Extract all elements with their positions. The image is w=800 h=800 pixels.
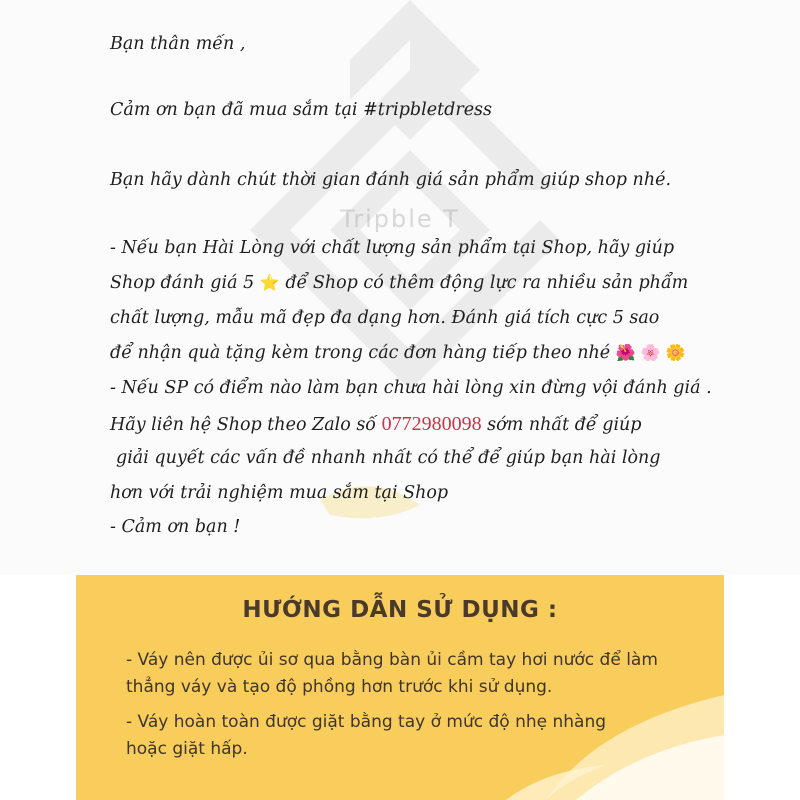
thanks-line: Cảm ơn bạn đã mua sắm tại #tripbletdress [110, 100, 493, 120]
phone-number: 0772980098 [381, 413, 482, 435]
paragraph-1-line-1: - Nếu bạn Hài Lòng với chất lượng sản phẩm tại Shop, hãy giúp [110, 238, 675, 258]
rating-text: Shop đánh giá 5 [110, 273, 255, 293]
star-icon: ⭐ [259, 273, 280, 292]
greeting: Bạn thân mến , [110, 34, 246, 54]
paragraph-1-line-4 [110, 343, 686, 363]
guide-item-1-line-1: - Váy nên được ủi sơ qua bằng bàn ủi cầm tay hơi nước để làm [126, 650, 658, 670]
zalo-text-continued: sớm nhất để giúp [487, 415, 642, 435]
rating-text-continued: để Shop có thêm động lực ra nhiều sản phẩm [285, 273, 689, 293]
paragraph-2-line-4: hơn với trải nghiệm mua sắm tại Shop [110, 483, 449, 503]
zalo-text: Hãy liên hệ Shop theo Zalo số [110, 415, 377, 435]
closing-line: - Cảm ơn bạn ! [110, 517, 241, 537]
guide-item-1-line-2: thẳng váy và tạo độ phồng hơn trước khi sử dụng. [126, 677, 553, 697]
paragraph-2-line-1: - Nếu SP có điểm nào làm bạn chưa hài lòng xin đừng vội đánh giá . [110, 378, 712, 398]
guide-item-2-line-1: - Váy hoàn toàn được giặt bằng tay ở mức độ nhẹ nhàng [126, 712, 607, 732]
review-request: Bạn hãy dành chút thời gian đánh giá sản phẩm giúp shop nhé. [110, 170, 672, 190]
paragraph-2-line-3: giải quyết các vấn đề nhanh nhất có thể để giúp bạn hài lòng [116, 448, 661, 468]
paragraph-1-line-2 [110, 273, 688, 293]
guide-title: HƯỚNG DẪN SỬ DỤNG : [242, 597, 558, 623]
paragraph-1-line-3: chất lượng, mẫu mã đẹp đa dạng hơn. Đánh giá tích cực 5 sao [110, 308, 660, 328]
gift-text: để nhận quà tặng kèm trong các đơn hàng tiếp theo nhé [110, 343, 611, 363]
usage-guide-panel [76, 575, 724, 800]
guide-item-2-line-2: hoặc giặt hấp. [126, 739, 248, 759]
paragraph-2-line-2 [110, 413, 642, 436]
flower-icons: 🌺 🌸 🌼 [615, 343, 686, 362]
watermark-text: Tripble T [340, 205, 460, 233]
